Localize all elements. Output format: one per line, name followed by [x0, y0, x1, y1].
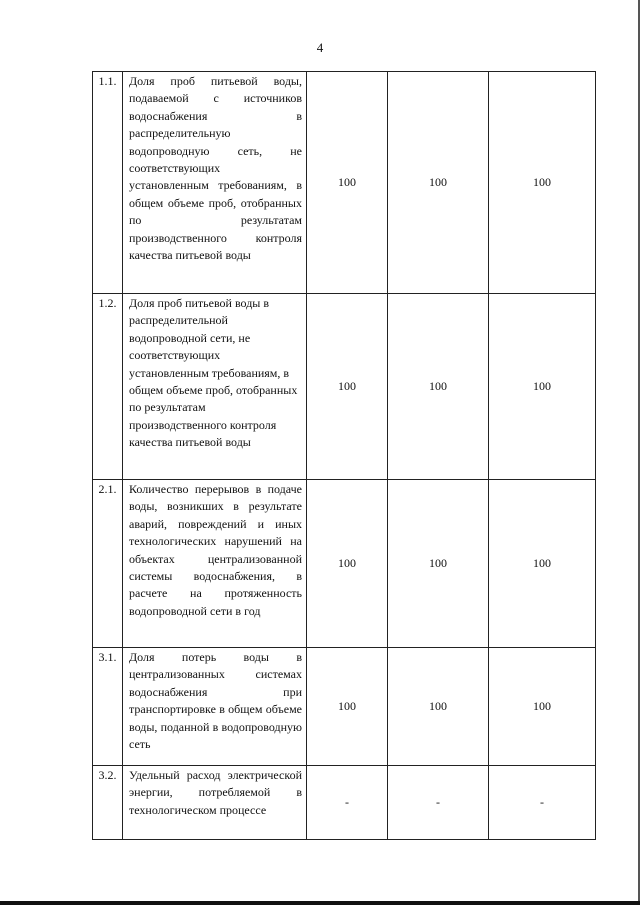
table-row: [93, 72, 596, 294]
row-number: 1.2.: [93, 294, 123, 480]
scan-edge-bottom: [0, 901, 640, 905]
page-number: 4: [316, 40, 324, 55]
value-col-3: 100: [489, 480, 596, 648]
indicator-description: [123, 648, 307, 766]
table-row: [93, 648, 596, 766]
row-number: 2.1.: [93, 480, 123, 648]
value-col-1: 100: [307, 480, 388, 648]
value-col-1: -: [307, 766, 388, 840]
value-col-1: 100: [307, 294, 388, 480]
table-row: [93, 766, 596, 840]
row-number: 1.1.: [93, 72, 123, 294]
value-col-3: -: [489, 766, 596, 840]
value-col-3: 100: [489, 294, 596, 480]
indicator-description: [123, 480, 307, 648]
indicator-text: Доля проб питьевой воды в распределительной водопроводной сети, не соответствующих установленным требованиям, в общем объеме проб, отобранных по результатам производственного контроля качества питьевой воды: [129, 296, 298, 450]
indicator-text: Удельный расход электрической энергии, потребляемой в технологическом процессе: [129, 768, 302, 817]
value-col-2: 100: [388, 480, 489, 648]
indicator-description: [123, 766, 307, 840]
value-col-3: 100: [489, 72, 596, 294]
indicator-text: Количество перерывов в подаче воды, возникших в результате аварий, повреждений и иных технологических нарушений на объектах централизованной системы водоснабжения, в расчете на протяженность водопроводной сети в год: [129, 482, 302, 618]
value-col-2: 100: [388, 648, 489, 766]
value-col-1: 100: [307, 648, 388, 766]
table-row: [93, 480, 596, 648]
indicator-description: [123, 72, 307, 294]
indicator-text: Доля потерь воды в централизованных системах водоснабжения при транспортировке в общем объеме воды, поданной в водопроводную сеть: [129, 650, 302, 752]
value-col-1: 100: [307, 72, 388, 294]
value-col-2: 100: [388, 294, 489, 480]
value-col-2: 100: [388, 72, 489, 294]
row-number: 3.1.: [93, 648, 123, 766]
value-col-3: 100: [489, 648, 596, 766]
value-col-2: -: [388, 766, 489, 840]
table-row: [93, 294, 596, 480]
row-number: 3.2.: [93, 766, 123, 840]
indicator-description: [123, 294, 307, 480]
indicators-table: [92, 71, 596, 840]
indicator-text: Доля проб питьевой воды, подаваемой с источников водоснабжения в распределительную водопроводную сеть, не соответствующих установленным требованиям, в общем объеме проб, отобранных по результатам производственного контроля качества питьевой воды: [129, 74, 302, 263]
